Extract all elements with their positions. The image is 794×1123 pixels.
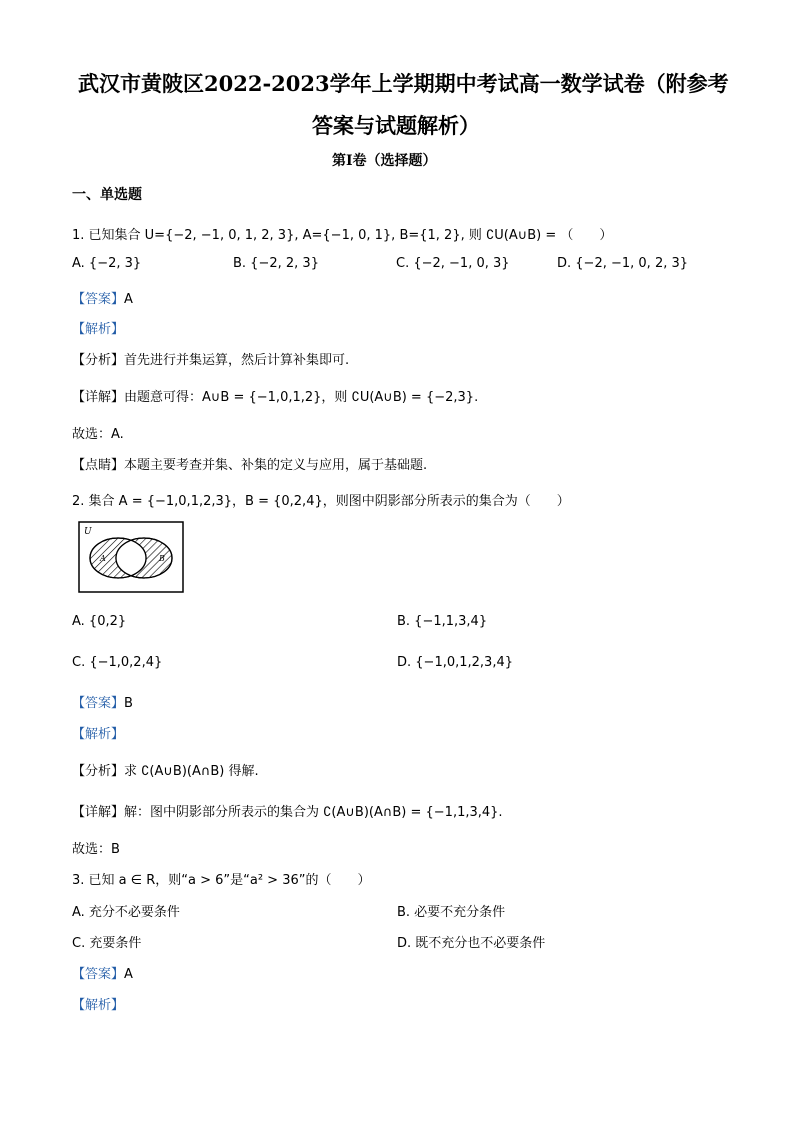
q1-option-c: C. {−2, −1, 0, 3} <box>396 256 510 271</box>
fenxi-text: 求 ∁(A∪B)(A∩B) 得解. <box>124 764 259 779</box>
q2-answer <box>72 692 133 711</box>
q3-jiexi: 【解析】 <box>72 998 125 1013</box>
dianjing-text: 本题主要考查并集、补集的定义与应用，属于基础题. <box>124 458 428 473</box>
fenxi-label: 【分析】 <box>72 353 125 368</box>
q1-option-b: B. {−2, 2, 3} <box>233 256 319 271</box>
q3-option-a: A. 充分不必要条件 <box>72 905 180 920</box>
q2-xiangjie <box>72 801 503 820</box>
venn-diagram <box>78 521 184 593</box>
q2-option-d: D. {−1,0,1,2,3,4} <box>397 655 513 670</box>
section-heading: 一、单选题 <box>72 187 142 203</box>
q3-option-c: C. 充要条件 <box>72 936 142 951</box>
fenxi-text: 首先进行并集运算，然后计算补集即可. <box>124 353 350 368</box>
answer-label: 【答案】 <box>72 696 125 711</box>
xiangjie-text: 解：图中阴影部分所表示的集合为 ∁(A∪B)(A∩B) = {−1,1,3,4}. <box>124 805 503 820</box>
q3-option-d: D. 既不充分也不必要条件 <box>397 936 546 951</box>
q1-dianjing <box>72 454 427 473</box>
q1-stem: 1. 已知集合 U={−2, −1, 0, 1, 2, 3}, A={−1, 0, 1}, B={1, 2}, 则 ∁U(A∪B) = （ ） <box>72 228 613 243</box>
q1-option-a: A. {−2, 3} <box>72 256 142 271</box>
q2-guxuan: 故选：B <box>72 842 120 857</box>
q2-option-b: B. {−1,1,3,4} <box>397 614 488 629</box>
answer-label: 【答案】 <box>72 967 125 982</box>
answer-label: 【答案】 <box>72 292 125 307</box>
xiangjie-text: 由题意可得：A∪B = {−1,0,1,2}，则 ∁U(A∪B) = {−2,3}. <box>124 390 479 405</box>
q2-jiexi: 【解析】 <box>72 727 125 742</box>
venn-label-a: A <box>100 554 106 563</box>
q1-guxuan: 故选：A. <box>72 427 124 442</box>
title-line-1: 武汉市黄陂区2022-2023学年上学期期中考试高一数学试卷（附参考 <box>78 71 729 96</box>
q1-xiangjie <box>72 386 478 405</box>
venn-label-b: B <box>159 554 165 563</box>
xiangjie-label: 【详解】 <box>72 805 125 820</box>
q1-jiexi: 【解析】 <box>72 322 125 337</box>
venn-label-u: U <box>84 527 92 537</box>
xiangjie-label: 【详解】 <box>72 390 125 405</box>
answer-value: A <box>124 292 133 307</box>
fenxi-label: 【分析】 <box>72 764 125 779</box>
subtitle: 第Ⅰ卷（选择题） <box>332 153 437 169</box>
q2-option-a: A. {0,2} <box>72 614 127 629</box>
q1-option-d: D. {−2, −1, 0, 2, 3} <box>557 256 689 271</box>
q1-fenxi <box>72 349 349 368</box>
dianjing-label: 【点睛】 <box>72 458 125 473</box>
answer-value: A <box>124 967 133 982</box>
q2-stem: 2. 集合 A = {−1,0,1,2,3}，B = {0,2,4}，则图中阴影部分所表示的集合为（ ） <box>72 494 570 509</box>
title-line-2: 答案与试题解析） <box>312 113 480 138</box>
q3-stem: 3. 已知 a ∈ R，则“a > 6”是“a² > 36”的（ ） <box>72 873 371 888</box>
q1-answer <box>72 288 133 307</box>
q2-option-c: C. {−1,0,2,4} <box>72 655 163 670</box>
answer-value: B <box>124 696 133 711</box>
q3-option-b: B. 必要不充分条件 <box>397 905 506 920</box>
q3-answer <box>72 963 133 982</box>
q2-fenxi <box>72 760 259 779</box>
